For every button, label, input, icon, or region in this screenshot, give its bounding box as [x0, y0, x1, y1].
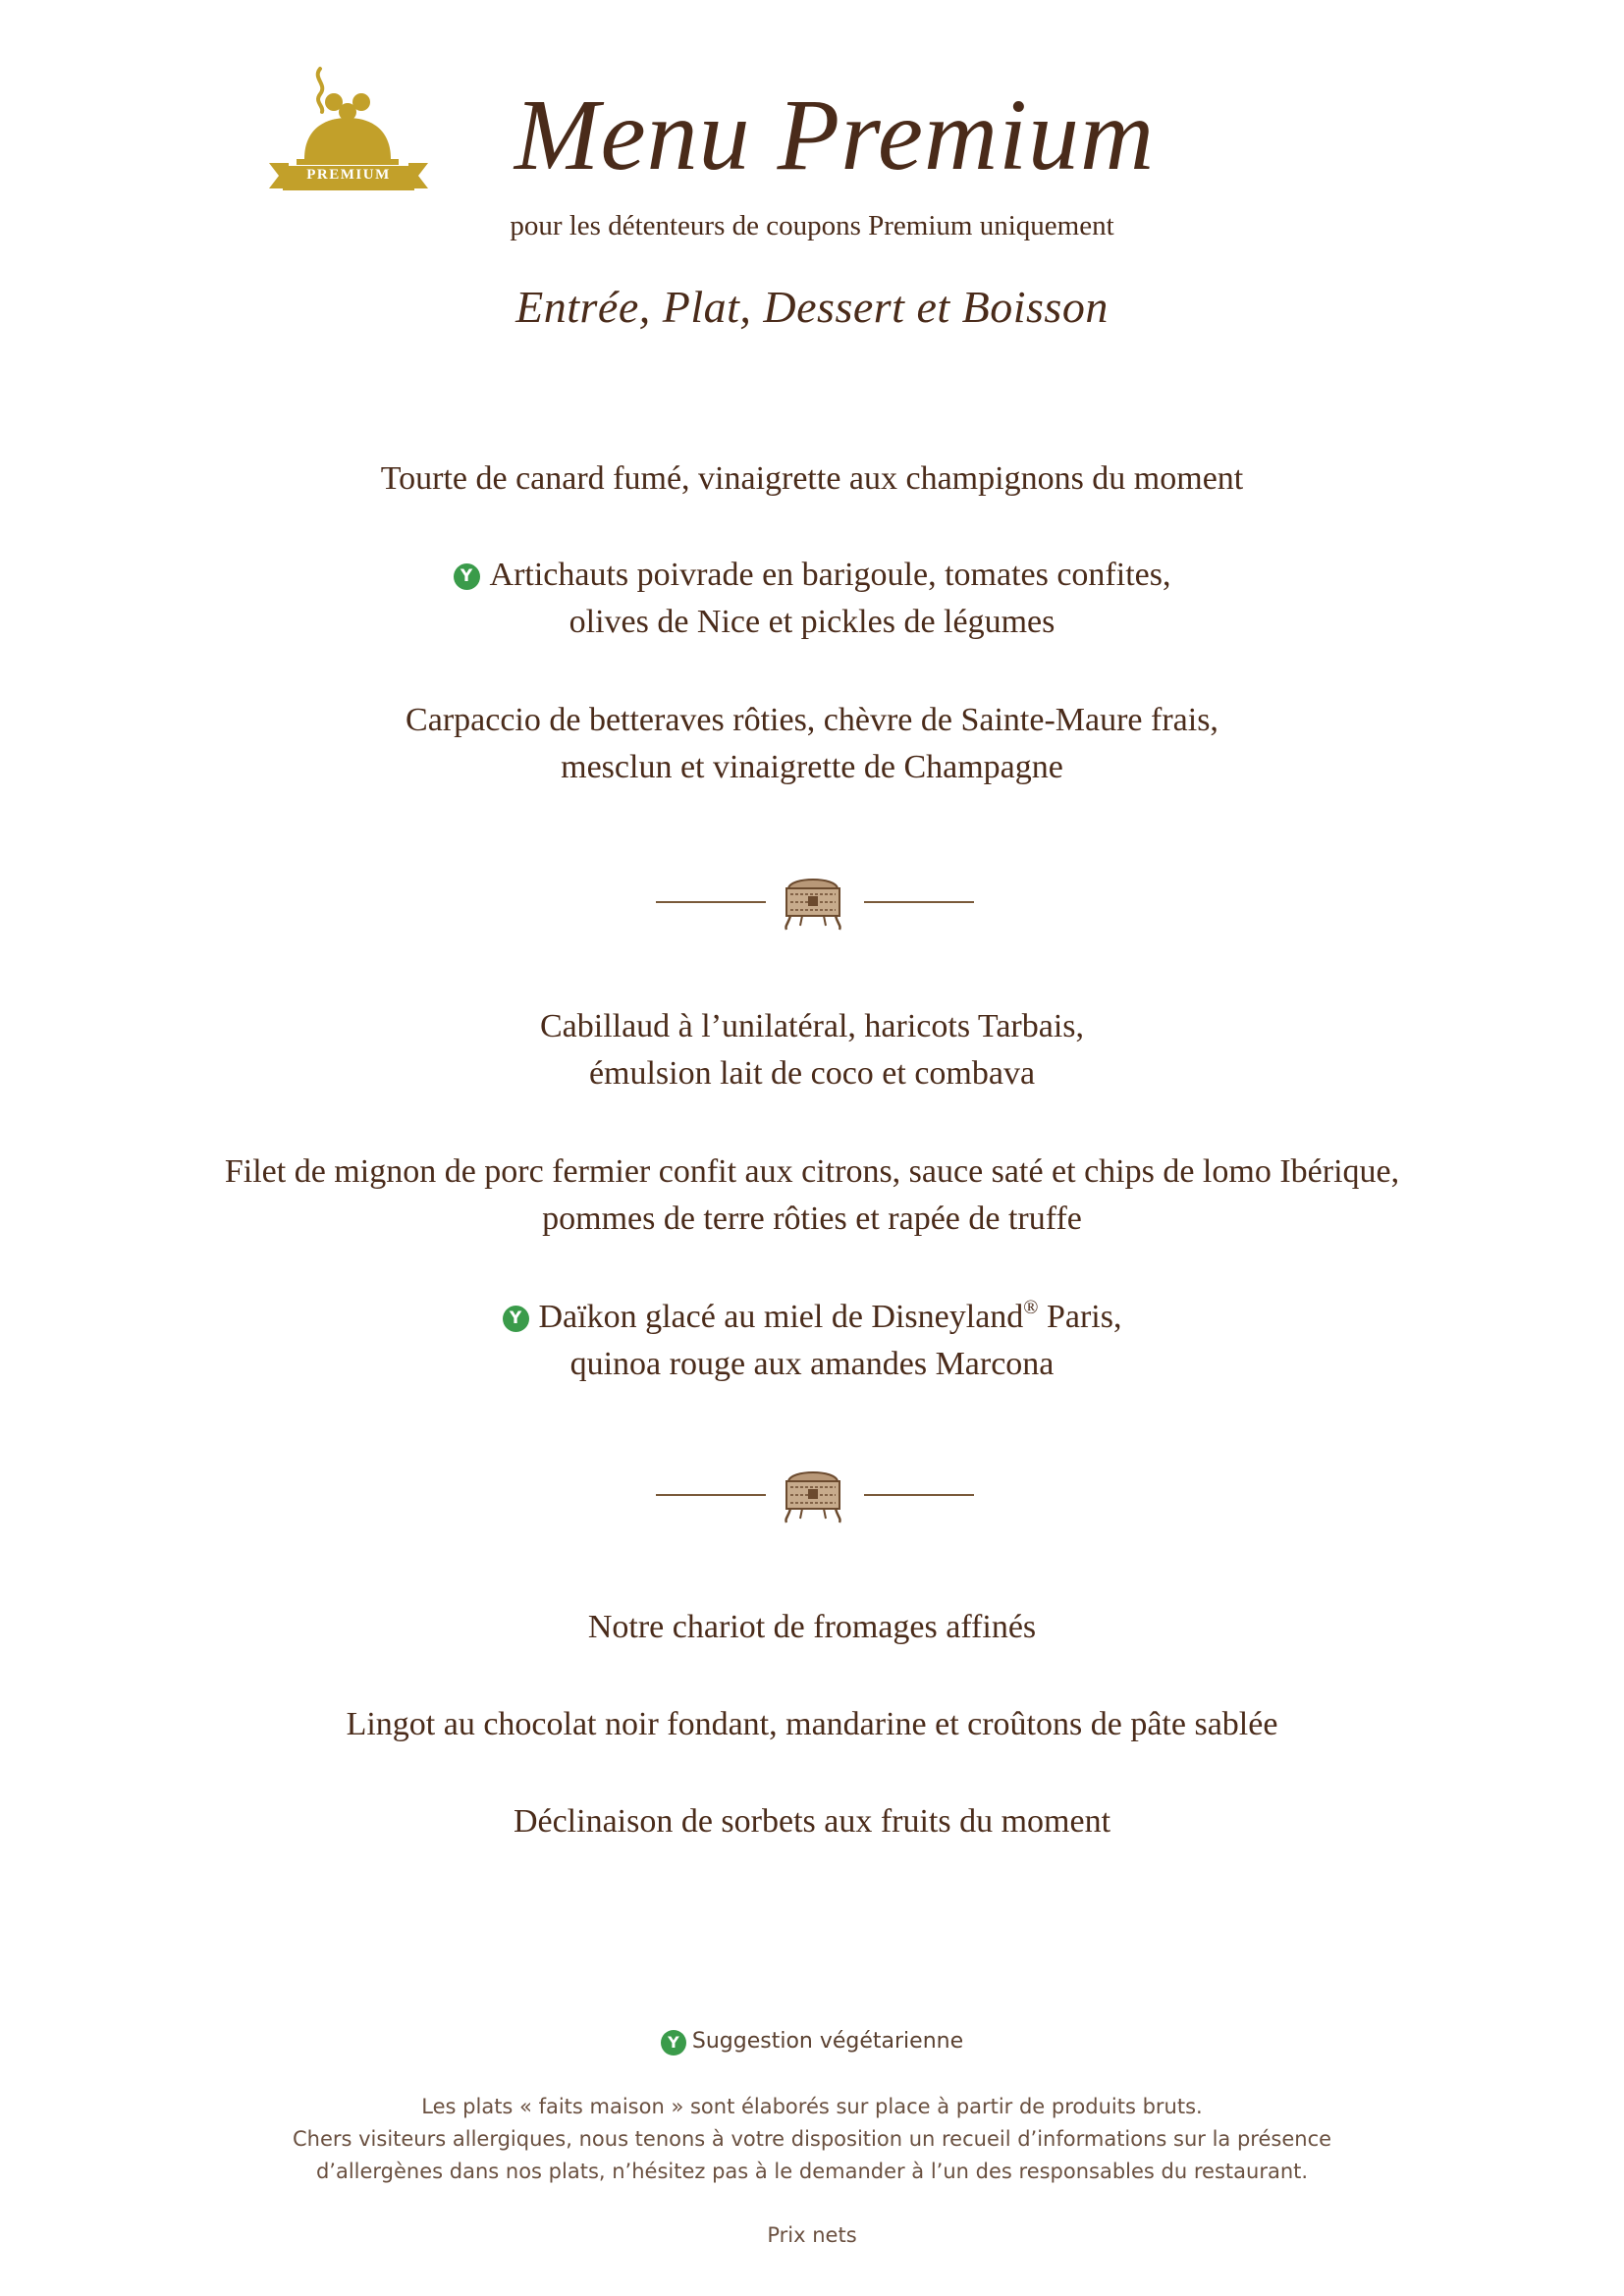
vegetarian-icon: Y	[503, 1306, 529, 1332]
note-line: Chers visiteurs allergiques, nous tenons à votre disposition un recueil d’informations sur la présence	[292, 2127, 1332, 2151]
vegetarian-legend	[0, 2029, 1624, 2056]
legend-label: Suggestion végétarienne	[691, 2029, 964, 2054]
main-1	[0, 1003, 1624, 1097]
vegetarian-icon: Y	[454, 563, 480, 590]
registered-mark: ®	[1023, 1297, 1039, 1318]
dish-line: pommes de terre rôties et rapée de truffe	[542, 1201, 1082, 1237]
dish-line: Daïkon glacé au miel de Disneyland	[538, 1299, 1024, 1335]
courses-heading: Entrée, Plat, Dessert et Boisson	[515, 282, 1109, 332]
starter-3	[0, 697, 1624, 791]
premium-badge-label: PREMIUM	[306, 167, 391, 183]
dish-line: Notre chariot de fromages affinés	[587, 1609, 1037, 1645]
dish-line: Tourte de canard fumé, vinaigrette aux champignons du moment	[380, 460, 1244, 497]
dish-line: Artichauts poivrade en barigoule, tomates confites,	[489, 557, 1171, 593]
dessert-2	[0, 1701, 1624, 1748]
allergen-notes	[0, 2091, 1624, 2188]
dish-line: émulsion lait de coco et combava	[588, 1055, 1036, 1092]
dish-line: quinoa rouge aux amandes Marcona	[569, 1346, 1055, 1382]
divider-rule	[656, 901, 766, 903]
divider-rule	[864, 901, 974, 903]
dessert-3	[0, 1798, 1624, 1845]
main-2	[0, 1148, 1624, 1243]
dish-line-suffix: Paris,	[1038, 1299, 1122, 1335]
dish-line: Cabillaud à l’unilatéral, haricots Tarbais,	[539, 1008, 1085, 1044]
dish-line: Déclinaison de sorbets aux fruits du moment	[513, 1803, 1111, 1840]
premium-badge	[267, 65, 430, 196]
dish-line: mesclun et vinaigrette de Champagne	[561, 749, 1063, 785]
divider-rule	[656, 1494, 766, 1496]
note-line: d’allergènes dans nos plats, n’hésitez pas à le demander à l’un des responsables du restaurant.	[315, 2160, 1309, 2183]
dish-line: Filet de mignon de porc fermier confit aux citrons, sauce saté et chips de lomo Ibérique,	[224, 1153, 1400, 1190]
price-note: Prix nets	[767, 2223, 857, 2247]
treasure-chest-icon	[781, 1460, 845, 1528]
section-divider	[0, 867, 1624, 935]
starter-1	[0, 455, 1624, 503]
main-3	[0, 1294, 1624, 1388]
note-line: Les plats « faits maison » sont élaborés sur place à partir de produits bruts.	[421, 2095, 1203, 2118]
section-divider	[0, 1460, 1624, 1528]
dish-line: olives de Nice et pickles de légumes	[568, 604, 1056, 640]
divider-rule	[864, 1494, 974, 1496]
page-title: Menu Premium	[514, 79, 1156, 191]
treasure-chest-icon	[781, 867, 845, 935]
dish-line: Carpaccio de betteraves rôties, chèvre de Sainte-Maure frais,	[406, 702, 1218, 738]
page-subtitle: pour les détenteurs de coupons Premium uniquement	[510, 210, 1114, 241]
dessert-1	[0, 1604, 1624, 1651]
starter-2	[0, 552, 1624, 646]
vegetarian-icon: Y	[661, 2030, 686, 2056]
dish-line: Lingot au chocolat noir fondant, mandarine et croûtons de pâte sablée	[346, 1706, 1278, 1742]
